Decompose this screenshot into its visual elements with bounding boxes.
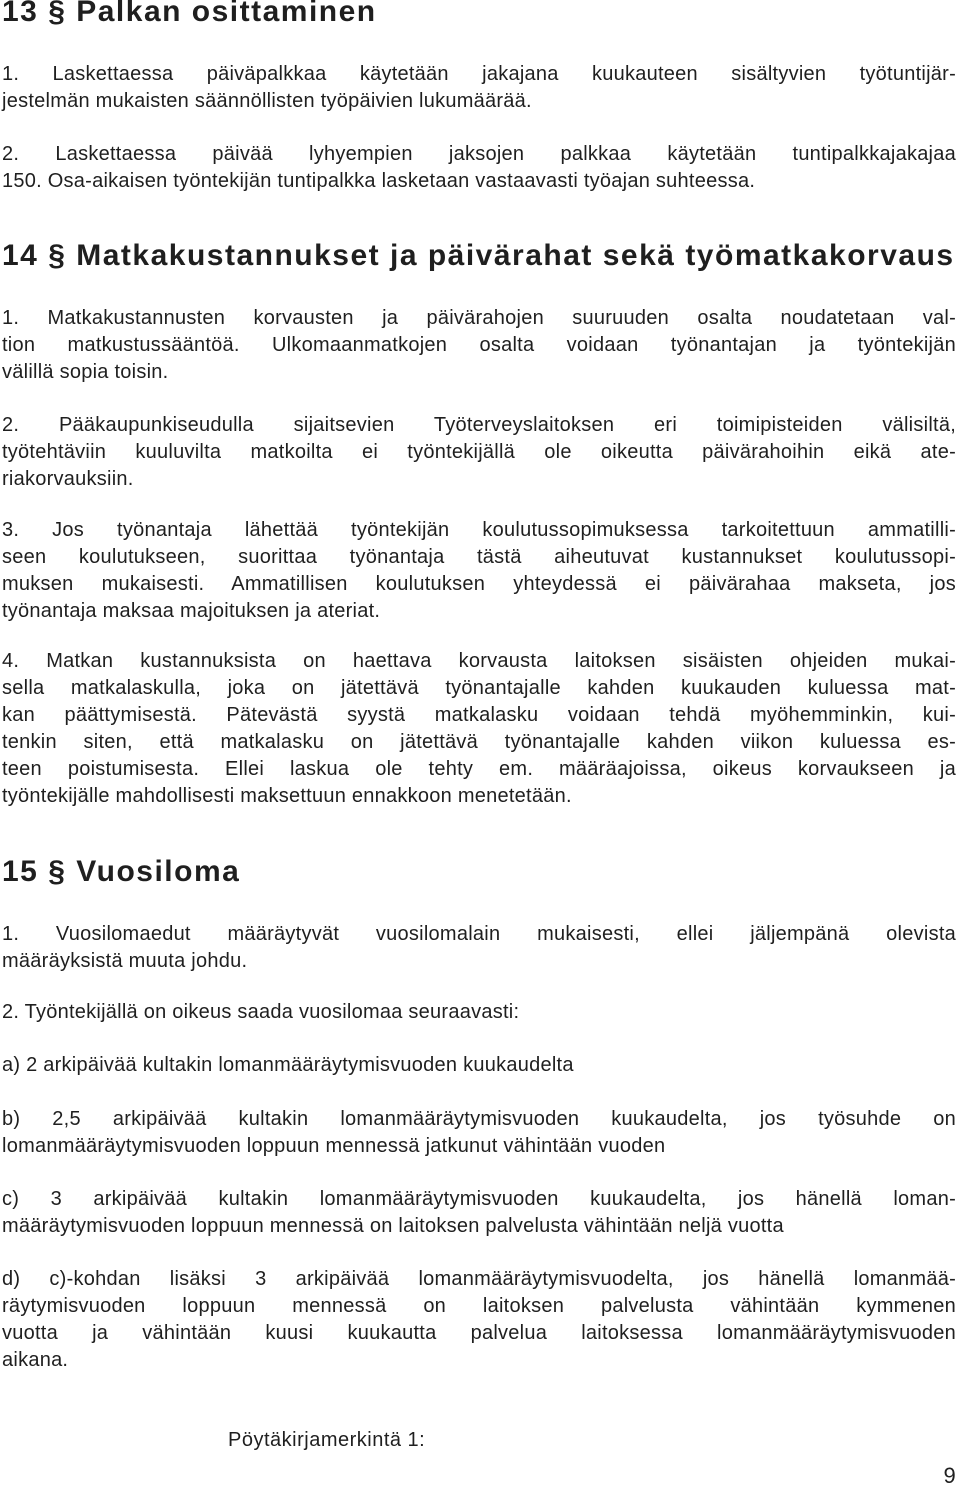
text-line: 1. Vuosilomaedut määräytyvät vuosilomalain mukaisesti, ellei jäljempänä olevista <box>2 923 956 945</box>
text-line: määräytymisvuoden loppuun mennessä on laitoksen palvelusta vähintään neljä vuotta <box>2 1215 784 1237</box>
text-line: b) 2,5 arkipäivää kultakin lomanmääräytymisvuoden kuukaudelta, jos työsuhde on <box>2 1108 956 1130</box>
section-15-item-c <box>2 1186 956 1240</box>
text-line: sella matkalaskulla, joka on jätettävä työnantajalle kahden kuukauden kuluessa mat- <box>2 677 956 699</box>
text-line: vuotta ja vähintään kuusi kuukautta palvelua laitoksessa lomanmääräytymisvuoden <box>2 1322 956 1344</box>
protocol-note-label: Pöytäkirjamerkintä 1: <box>228 1429 426 1451</box>
section-14-paragraph-3 <box>2 517 956 625</box>
text-line: räytymisvuoden loppuun mennessä on laitoksen palvelusta vähintään kymmenen <box>2 1295 956 1317</box>
section-15-paragraph-2 <box>2 999 956 1026</box>
text-line: d) c)-kohdan lisäksi 3 arkipäivää lomanmääräytymisvuodelta, jos hänellä lomanmää- <box>2 1268 956 1290</box>
section-14-paragraph-4 <box>2 648 956 810</box>
text-line: a) 2 arkipäivää kultakin lomanmääräytymisvuoden kuukaudelta <box>2 1054 574 1076</box>
section-14-heading: 14 § Matkakustannukset ja päivärahat sekä työmatkakorvaus <box>2 239 955 272</box>
text-line: työnantaja maksaa majoituksen ja ateriat. <box>2 600 381 622</box>
section-13-paragraph-1 <box>2 61 956 115</box>
text-line: kan päättymisestä. Pätevästä syystä matkalasku voidaan tehdä myöhemminkin, kui- <box>2 704 956 726</box>
text-line: tenkin siten, että matkalasku on jätettävä työnantajalle kahden viikon kuluessa es- <box>2 731 956 753</box>
text-line: 1. Laskettaessa päiväpalkkaa käytetään jakajana kuukauteen sisältyvien työtuntijär- <box>2 63 956 85</box>
text-line: muksen mukaisesti. Ammatillisen koulutuksen yhteydessä ei päivärahaa makseta, jos <box>2 573 956 595</box>
section-14-paragraph-1 <box>2 305 956 386</box>
section-15-heading: 15 § Vuosiloma <box>2 855 241 888</box>
text-line: työntekijälle mahdollisesti maksettuun ennakkoon menetetään. <box>2 785 572 807</box>
text-line: 150. Osa-aikaisen työntekijän tuntipalkka lasketaan vastaavasti työajan suhteessa. <box>2 170 756 192</box>
text-line: teen poistumisesta. Ellei laskua ole tehty em. määräajoissa, oikeus korvaukseen ja <box>2 758 956 780</box>
section-15-item-b <box>2 1106 956 1160</box>
text-line: 2. Pääkaupunkiseudulla sijaitsevien Työterveyslaitoksen eri toimipisteiden välisiltä, <box>2 414 956 436</box>
text-line: määräyksistä muuta johdu. <box>2 950 248 972</box>
text-line: riakorvauksiin. <box>2 468 134 490</box>
text-line: 3. Jos työnantaja lähettää työntekijän koulutussopimuksessa tarkoitettuun ammatilli- <box>2 519 956 541</box>
section-14-paragraph-2 <box>2 412 956 493</box>
text-line: tion matkustussääntöä. Ulkomaanmatkojen osalta voidaan työnantajan ja työntekijän <box>2 334 956 356</box>
text-line: 2. Laskettaessa päivää lyhyempien jaksojen palkkaa käytetään tuntipalkkajakajaa <box>2 143 956 165</box>
section-13-heading: 13 § Palkan osittaminen <box>2 0 377 28</box>
text-line: jestelmän mukaisten säännöllisten työpäivien lukumäärää. <box>2 90 532 112</box>
section-15-paragraph-1 <box>2 921 956 975</box>
text-line: lomanmääräytymisvuoden loppuun mennessä jatkunut vähintään vuoden <box>2 1135 666 1157</box>
text-line: työtehtäviin kuuluvilta matkoilta ei työntekijällä ole oikeutta päivärahoihin eikä ate- <box>2 441 956 463</box>
text-line: 1. Matkakustannusten korvausten ja päivärahojen suuruuden osalta noudatetaan val- <box>2 307 956 329</box>
section-13-paragraph-2 <box>2 141 956 195</box>
text-line: 4. Matkan kustannuksista on haettava korvausta laitoksen sisäisten ohjeiden mukai- <box>2 650 956 672</box>
text-line: 2. Työntekijällä on oikeus saada vuosilomaa seuraavasti: <box>2 1001 520 1023</box>
section-15-item-d <box>2 1266 956 1374</box>
text-line: aikana. <box>2 1349 69 1371</box>
section-15-item-a <box>2 1052 956 1079</box>
text-line: c) 3 arkipäivää kultakin lomanmääräytymisvuoden kuukaudelta, jos hänellä loman- <box>2 1188 956 1210</box>
text-line: välillä sopia toisin. <box>2 361 169 383</box>
page-number: 9 <box>943 1463 956 1488</box>
text-line: seen koulutukseen, suorittaa työnantaja tästä aiheutuvat kustannukset koulutussopi- <box>2 546 956 568</box>
